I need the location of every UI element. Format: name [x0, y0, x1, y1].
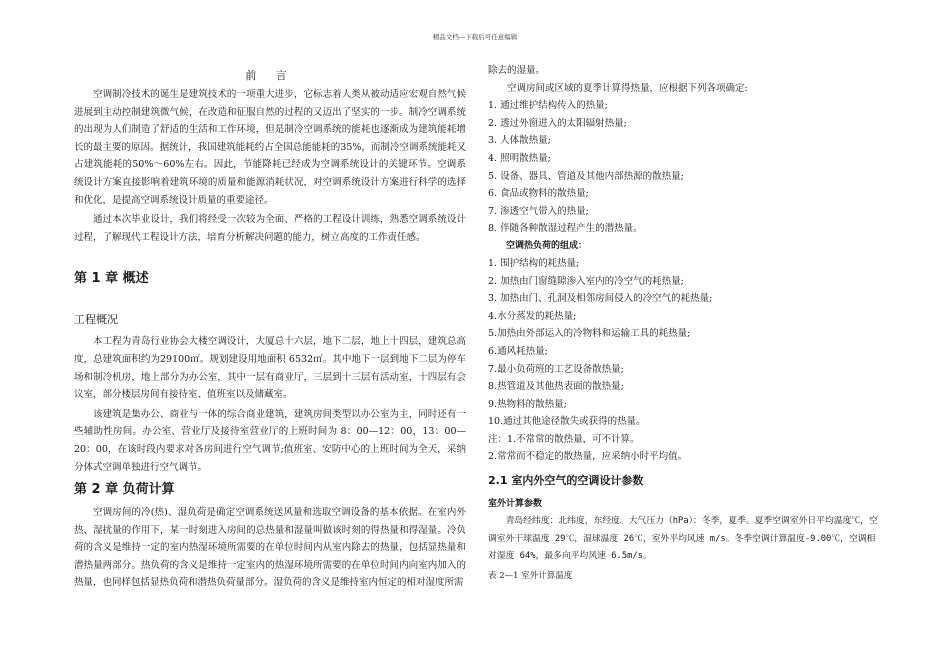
preface-paragraph-1: 空调制冷技术的诞生是建筑技术的一项重大进步，它标志着人类从被动适应宏观自然气候进展到主动控制建筑微气候，在改造和征服自然的过程的又迈出了坚实的一步。制冷空调系统的出现为人们制造了舒适的生活和工作环境，但是制冷空调系统的能耗也逐渐成为建筑能耗增长的最主要的原因。据统计，我国建筑能耗约占全国总能能耗的35%，而制冷空调系统能耗又占建筑能耗的50%～60%左右。因此，节能降耗已经成为空调系统设计的关键环节。空调系统设计方案直接影响着建筑环境的质量和能源消耗状况，对空调系统设计方案进行科学的选择和优化，是提高空调系统设计质量的重要途径。: [74, 89, 466, 206]
list-item: 7. 渗透空气带入的热量;: [488, 205, 589, 217]
load-paragraph-1: 空调房间的冷(热)、湿负荷是确定空调系统送风量和选取空调设备的基本依据。在室内外热、湿扰量的作用下，某一时刻进入房间的总热量和湿量叫做该时刻的得热量和得湿量。冷负荷的含义是维持一定的室内热湿环境所需要的在单位时间内从室内除去的热量，包括显热量和潜热量两部分。热负荷的含义是维持一定室内的热湿环境所需要的在单位时间内向室内加入的热量，也同样包括显热负荷和潜热负荷量部分。湿负荷的含义是维持室内恒定的相对湿度所需: [74, 507, 466, 589]
list-item: 1. 通过维护结构传入的热量;: [488, 100, 608, 112]
list-item: 10.通过其他途径散失或获得的热量。: [488, 416, 646, 428]
list-item: 8.热管道及其他热表面的散热量;: [488, 381, 624, 393]
list-item: 8. 伴随各种散湿过程产生的潜热量。: [488, 223, 643, 235]
note-item: 2.常常而不稳定的散热量，应采纳小时平均值。: [488, 451, 688, 463]
chapter-1-title: 第 1 章 概述: [74, 271, 149, 287]
table-caption: 表 2—1 室外计算温度: [488, 570, 573, 581]
list-item: 2. 透过外窗进入的太阳辐射热量;: [488, 117, 627, 129]
notes-list: [488, 431, 880, 466]
note-item: 注：1.不常常的散热量，可不计算。: [488, 433, 640, 445]
list-item: 3. 加热由门、孔洞及相邻房间侵入的冷空气的耗热量;: [488, 293, 713, 305]
list-item: 4. 照明散热量;: [488, 152, 551, 164]
outdoor-params-title: 室外计算参数: [488, 499, 543, 510]
preface-title: 前 言: [245, 69, 295, 82]
list-item: 5. 设备、器具、管道及其他内部热源的散热量;: [488, 170, 684, 182]
list-item: 6.通风耗热量;: [488, 345, 548, 357]
left-column: [74, 62, 466, 592]
list-item: 9.热物料的散热量;: [488, 398, 567, 410]
list-item: 6. 食品或物料的散热量;: [488, 188, 589, 200]
list-item: 2. 加热由门窗缝隙渗入室内的冷空气的耗热量;: [488, 275, 684, 287]
summer-heat-intro: 空调房间或区域的夏季计算得热量，应根据下列各项确定:: [507, 82, 748, 94]
section-2-1-title: 2.1 室内外空气的空调设计参数: [488, 474, 644, 488]
right-column: [488, 62, 880, 584]
header-watermark: 精品文档---下载后可任意编辑: [432, 33, 518, 41]
chapter-2-title: 第 2 章 负荷计算: [74, 482, 175, 498]
heat-load-title: 空调热负荷的组成：: [506, 240, 588, 251]
preface-paragraph-2: 通过本次毕业设计，我们将经受一次较为全面、严格的工程设计训练，熟悉空调系统设计过程，了解现代工程设计方法，培育分析解决问题的能力，树立高度的工作责任感。: [74, 214, 466, 243]
list-item: 3. 人体散热量;: [488, 135, 551, 147]
continued-text: 除去的湿量。: [488, 65, 546, 76]
overview-paragraph-2: 该建筑是集办公、商业与一体的综合商业建筑，建筑房间类型以办公室为主，同时还有一些辅助性房间。办公室、营业厅及接待室营业厅的上班时间为 8：00—12：00，13：00—20：00，在该时段内要求对各房间进行空气调节;值班室、安防中心的上班时间为全天，采纳分体式空调单独进行空气调节。: [74, 408, 466, 473]
list-item: 5.加热由外部运入的冷物料和运输工具的耗热量;: [488, 328, 691, 340]
list-item: 4.水分蒸发的耗热量;: [488, 310, 577, 322]
section-overview-title: 工程概况: [74, 313, 118, 327]
heat-load-list: [488, 255, 880, 431]
overview-paragraph-1: 本工程为青岛行业协会大楼空调设计，大厦总十六层，地下二层，地上十四层，建筑总高度，总建筑面积约为29100㎡。规划建设用地面积 6532㎡。其中地下一层到地下二层为停车场和制冷机房，地上部分为办公室，其中一层有商业厅，三层到十三层有活动室，十四层有会议室，部分楼层房间有接待室、值班室以及储藏室。: [74, 336, 466, 401]
summer-heat-list: [488, 97, 880, 238]
list-item: 7.最小负荷班的工艺设备散热量;: [488, 363, 624, 375]
outdoor-params-paragraph: 青岛经纬度：北纬度，东经度。大气压力（hPa）：冬季，夏季。夏季空调室外日平均温度℃，空调室外干球温度 29℃，湿球温度 26℃，室外平均风速 m/s。冬季空调计算温度-9.00℃，空调相对湿度 64%，最多向平均风速 6.5m/s。: [488, 516, 878, 562]
list-item: 1. 围护结构的耗热量;: [488, 257, 580, 269]
